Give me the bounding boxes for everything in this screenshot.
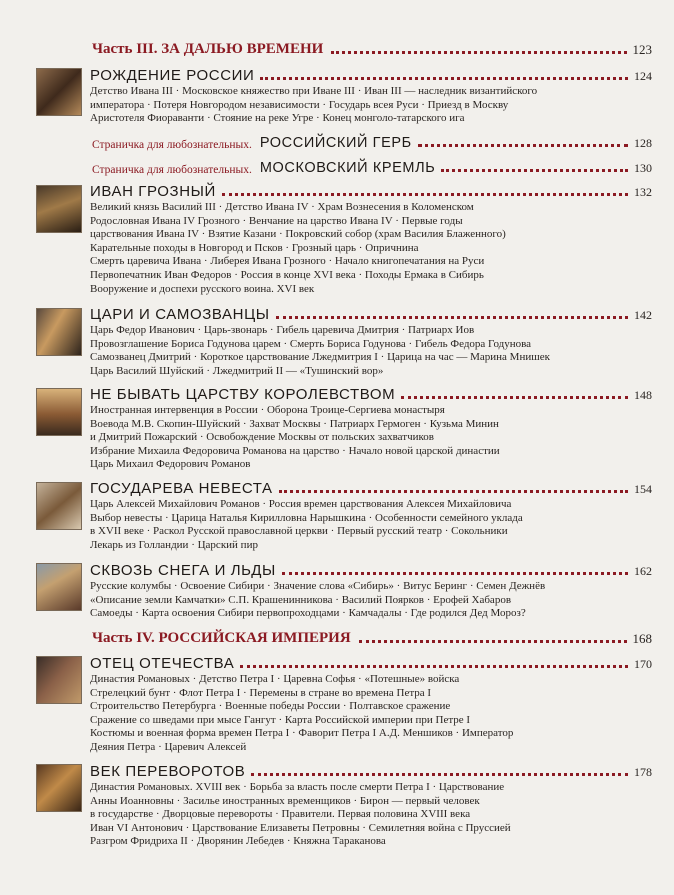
topic-line: Смерть царевича Ивана · Либерея Ивана Грозного · Начало книгопечатания на Руси [90, 255, 485, 268]
page-number: 142 [634, 308, 652, 322]
topic-line: Анны Иоанновны · Засилье иностранных временщиков · Бирон — первый человек [90, 794, 480, 807]
page-number: 130 [634, 161, 652, 175]
topic-line: Аристотеля Фиораванти · Стояние на реке Угре · Конец монголо-татарского ига [90, 112, 465, 125]
toc-entry [90, 762, 652, 849]
topic-line: Первопечатник Иван Федоров · Россия в конце XVI века · Походы Ермака в Сибирь [90, 268, 484, 281]
section-title: ГОСУДАРЕВА НЕВЕСТА [90, 480, 273, 497]
topic-line: Строительство Петербурга · Военные победы России · Полтавское сражение [90, 700, 451, 713]
curio-title: РОССИЙСКИЙ ГЕРБ [259, 135, 412, 151]
dot-leader [359, 640, 627, 643]
section-title: ЦАРИ И САМОЗВАНЦЫ [90, 306, 270, 323]
topic-line: Династия Романовых · Детство Петра I · Царевна Софья · «Потешные» войска [90, 673, 460, 685]
topic-line: в государстве · Дворцовые перевороты · Правители. Первая половина XVIII века [90, 808, 471, 821]
page-number: 148 [634, 388, 652, 402]
topic-line: Детство Ивана III · Московское княжество при Иване III · Иван III — наследник византийского [90, 85, 538, 97]
dot-leader [251, 773, 628, 776]
topic-line: Самозванец Дмитрий · Короткое царствование Лжедмитрия I · Царица на час — Марина Мнишек [90, 351, 550, 364]
toc-entry [90, 654, 652, 755]
topic-line: Провозглашение Бориса Годунова царем · Смерть Бориса Годунова · Гибель Федора Годунова [90, 337, 532, 350]
topic-line: Разгром Фридриха II · Дворянин Лебедев · Княжна Тараканова [90, 835, 386, 848]
section-title: РОЖДЕНИЕ РОССИИ [90, 67, 255, 84]
topic-line: в XVII веке · Раскол Русской православной церкви · Первый русский театр · Сокольники [90, 525, 508, 538]
section-title: НЕ БЫВАТЬ ЦАРСТВУ КОРОЛЕВСТВОМ [90, 386, 396, 403]
section-thumbnail-image [36, 308, 82, 356]
dot-leader [260, 77, 628, 80]
part-heading [92, 627, 652, 647]
topic-line: Самоеды · Карта освоения Сибири первопроходцами · Камчадалы · Где родился Дед Мороз? [90, 607, 526, 620]
section-thumbnail-image [36, 68, 82, 116]
section-thumbnail-image [36, 764, 82, 812]
toc-entry [90, 182, 652, 296]
section-thumbnail-image [36, 185, 82, 233]
topic-line: Родословная Ивана IV Грозного · Венчание на царство Ивана IV · Первые годы [90, 214, 463, 227]
dot-leader [279, 490, 628, 493]
curio-entry [92, 158, 652, 176]
dot-leader [401, 396, 628, 399]
curio-label: Страничка для любознательных. [92, 139, 252, 151]
page-number: 162 [634, 564, 652, 578]
page-number: 178 [634, 765, 652, 779]
section-title: СКВОЗЬ СНЕГА И ЛЬДЫ [90, 562, 276, 579]
page-number: 170 [634, 657, 652, 671]
toc-entry [90, 66, 652, 126]
topic-line: Великий князь Василий III · Детство Ивана IV · Храм Вознесения в Коломенском [90, 201, 474, 213]
topic-line: императора · Потеря Новгородом независимости · Государь всея Руси · Приезд в Москву [90, 98, 509, 111]
topic-line: Костюмы и военная форма времен Петра I · Фаворит Петра I А.Д. Меншиков · Император [90, 727, 514, 740]
dot-leader [276, 316, 628, 319]
topic-line: Русские колумбы · Освоение Сибири · Значение слова «Сибирь» · Витус Беринг · Семен Дежнёв [90, 580, 546, 592]
dot-leader [418, 144, 628, 147]
dot-leader [240, 665, 628, 668]
topic-line: Выбор невесты · Царица Наталья Кирилловна Нарышкина · Особенности семейного уклада [90, 511, 523, 524]
dot-leader [222, 193, 628, 196]
page-number: 123 [632, 42, 652, 57]
section-thumbnail-image [36, 563, 82, 611]
section-thumbnail-image [36, 656, 82, 704]
topic-line: Иностранная интервенция в России · Оборона Троице-Сергиева монастыря [90, 404, 445, 416]
part-title: Часть III. ЗА ДАЛЬЮ ВРЕМЕНИ [92, 41, 324, 57]
toc-entry [90, 561, 652, 621]
topic-line: Царь Алексей Михайлович Романов · Россия времен царствования Алексея Михайловича [90, 498, 512, 510]
curio-entry [92, 133, 652, 151]
dot-leader [282, 572, 628, 575]
topic-line: «Описание земли Камчатки» С.П. Крашенинникова · Василий Поярков · Ерофей Хабаров [90, 593, 512, 606]
toc-entry [90, 385, 652, 472]
topic-line: Лекарь из Голландии · Царский пир [90, 538, 258, 551]
topic-line: Царь Михаил Федорович Романов [90, 458, 251, 471]
section-title: ОТЕЦ ОТЕЧЕСТВА [90, 655, 235, 672]
section-thumbnail-image [36, 482, 82, 530]
topic-line: царствования Ивана IV · Взятие Казани · Покровский собор (храм Василия Блаженного) [90, 228, 506, 241]
toc-entry [90, 479, 652, 552]
topic-line: и Дмитрий Пожарский · Освобождение Москвы от польских захватчиков [90, 431, 434, 444]
section-title: ВЕК ПЕРЕВОРОТОВ [90, 763, 246, 780]
page-number: 168 [632, 631, 652, 646]
page-number: 154 [634, 482, 652, 496]
topic-line: Царь Федор Иванович · Царь-звонарь · Гибель царевича Дмитрия · Патриарх Иов [90, 324, 475, 336]
topic-line: Карательные походы в Новгород и Псков · Грозный царь · Опричнина [90, 241, 419, 254]
page-number: 128 [634, 136, 652, 150]
section-title: ИВАН ГРОЗНЫЙ [90, 183, 216, 200]
page-number: 124 [634, 69, 652, 83]
topic-line: Вооружение и доспехи русского воина. XVI век [90, 282, 315, 295]
topic-line: Династия Романовых. XVIII век · Борьба за власть после смерти Петра I · Царствование [90, 781, 505, 793]
topic-line: Стрелецкий бунт · Флот Петра I · Перемены в стране во времена Петра I [90, 686, 432, 699]
dot-leader [331, 51, 626, 54]
page-number: 132 [634, 185, 652, 199]
curio-title: МОСКОВСКИЙ КРЕМЛЬ [259, 160, 436, 176]
toc-entry [90, 305, 652, 378]
topic-line: Избрание Михаила Федоровича Романова на царство · Начало новой царской династии [90, 444, 500, 457]
part-title: Часть IV. РОССИЙСКАЯ ИМПЕРИЯ [92, 630, 351, 646]
topic-line: Царь Василий Шуйский · Лжедмитрий II — «Тушинский вор» [90, 364, 384, 377]
curio-label: Страничка для любознательных. [92, 164, 252, 176]
topic-line: Деяния Петра · Царевич Алексей [90, 740, 247, 753]
topic-line: Воевода М.В. Скопин-Шуйский · Захват Москвы · Патриарх Гермоген · Кузьма Минин [90, 417, 499, 430]
topic-line: Иван VI Антонович · Царствование Елизаветы Петровны · Семилетняя война с Пруссией [90, 821, 511, 834]
section-thumbnail-image [36, 388, 82, 436]
part-heading [92, 38, 652, 58]
dot-leader [441, 169, 628, 172]
topic-line: Сражение со шведами при мысе Гангут · Карта Российской империи при Петре I [90, 713, 471, 726]
